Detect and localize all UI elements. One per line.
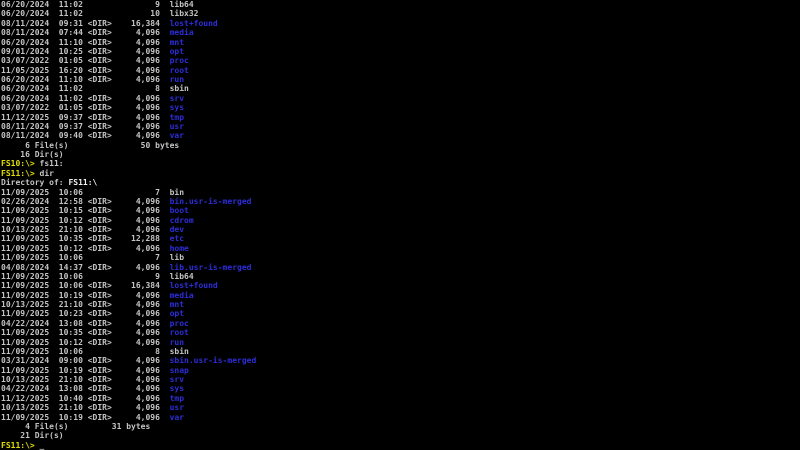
- terminal-line: [1, 159, 256, 168]
- entry-meta: 09/01/2024 10:25 <DIR> 4,096: [1, 46, 170, 56]
- dir-entry-name: media: [169, 290, 194, 300]
- listing-summary: 6 File(s) 50 bytes: [1, 140, 180, 150]
- dir-entry-name: home: [169, 243, 189, 253]
- terminal-line: [1, 281, 256, 290]
- entry-meta: 11/09/2025 10:06 7: [1, 253, 170, 263]
- terminal-line: [1, 394, 256, 403]
- terminal-line: [1, 169, 256, 178]
- entry-meta: 10/13/2025 21:10 <DIR> 4,096: [1, 300, 170, 309]
- shell-command: fs11:: [34, 159, 64, 169]
- dir-entry-name: lost+found: [169, 281, 218, 291]
- entry-meta: 11/09/2025 10:06 8: [1, 346, 170, 356]
- terminal-line: [1, 441, 256, 450]
- terminal-line: [1, 47, 256, 56]
- entry-meta: 08/11/2024 07:44 <DIR> 4,096: [1, 28, 170, 38]
- entry-meta: 10/13/2025 21:10 <DIR> 4,096: [1, 375, 170, 384]
- terminal-line: [1, 178, 256, 187]
- dir-entry-name: opt: [169, 309, 185, 319]
- dir-entry-name: var: [169, 412, 185, 422]
- terminal-line: [1, 347, 256, 356]
- terminal-line: [1, 197, 256, 206]
- dir-entry-name: media: [169, 28, 194, 38]
- terminal-line: [1, 94, 256, 103]
- dir-entry-name: bin.usr-is-merged: [169, 196, 252, 206]
- terminal-line: [1, 28, 256, 37]
- terminal-line: [1, 384, 256, 393]
- dir-entry-name: mnt: [169, 37, 185, 47]
- entry-meta: 03/07/2022 01:05 <DIR> 4,096: [1, 56, 170, 66]
- entry-meta: 11/05/2025 16:20 <DIR> 4,096: [1, 65, 170, 75]
- current-path: FS11:\: [63, 178, 98, 188]
- entry-meta: 06/20/2024 11:02 10: [1, 9, 170, 19]
- terminal-line: [1, 263, 256, 272]
- entry-meta: 11/09/2025 10:12 <DIR> 4,096: [1, 243, 170, 253]
- terminal-line: [1, 375, 256, 384]
- dir-entry-name: lost+found: [169, 18, 218, 28]
- terminal-line: [1, 300, 256, 309]
- terminal-line: [1, 422, 256, 431]
- terminal-line: [1, 66, 256, 75]
- entry-meta: 06/20/2024 11:02 <DIR> 4,096: [1, 93, 170, 103]
- terminal-line: [1, 122, 256, 131]
- terminal-line: [1, 84, 256, 93]
- terminal-line: [1, 0, 256, 9]
- entry-meta: 10/13/2025 21:10 <DIR> 4,096: [1, 225, 170, 234]
- file-entry-name: sbin: [169, 84, 189, 94]
- file-entry-name: bin: [169, 187, 185, 197]
- terminal-line: [1, 356, 256, 365]
- file-entry-name: libx32: [169, 9, 199, 19]
- entry-meta: 08/11/2024 09:40 <DIR> 4,096: [1, 131, 170, 141]
- dir-entry-name: proc: [169, 318, 189, 328]
- dir-entry-name: sys: [169, 103, 185, 113]
- listing-summary: 16 Dir(s): [1, 150, 64, 159]
- terminal-line: [1, 19, 256, 28]
- entry-meta: 03/07/2022 01:05 <DIR> 4,096: [1, 103, 170, 113]
- terminal-line: [1, 431, 256, 440]
- entry-meta: 06/20/2024 11:02 8: [1, 84, 170, 94]
- terminal-line: [1, 272, 256, 281]
- dir-entry-name: usr: [169, 121, 185, 131]
- file-entry-name: lib64: [169, 0, 194, 9]
- terminal-line: [1, 38, 256, 47]
- dir-entry-name: root: [169, 65, 189, 75]
- terminal-line: [1, 328, 256, 337]
- entry-meta: 10/13/2025 21:10 <DIR> 4,096: [1, 403, 170, 413]
- dir-entry-name: run: [169, 337, 185, 347]
- cursor: _: [39, 440, 45, 450]
- entry-meta: 11/09/2025 10:35 <DIR> 12,288: [1, 234, 170, 244]
- entry-meta: 04/22/2024 13:08 <DIR> 4,096: [1, 384, 170, 394]
- dir-entry-name: etc: [169, 234, 185, 244]
- terminal-line: [1, 366, 256, 375]
- terminal-line: [1, 291, 256, 300]
- directory-of-label: Directory of:: [1, 178, 64, 188]
- shell-prompt: FS11:\>: [1, 168, 35, 178]
- entry-meta: 11/09/2025 10:35 <DIR> 4,096: [1, 328, 170, 338]
- listing-summary: 4 File(s) 31 bytes: [1, 421, 151, 431]
- terminal-line: [1, 188, 256, 197]
- entry-meta: 02/26/2024 12:58 <DIR> 4,096: [1, 196, 170, 206]
- terminal-output: [1, 0, 256, 450]
- entry-meta: 11/12/2025 09:37 <DIR> 4,096: [1, 112, 170, 122]
- dir-entry-name: usr: [169, 403, 185, 413]
- terminal-line: [1, 413, 256, 422]
- dir-entry-name: sbin.usr-is-merged: [169, 356, 257, 366]
- entry-meta: 11/09/2025 10:19 <DIR> 4,096: [1, 365, 170, 375]
- dir-entry-name: srv: [169, 93, 185, 103]
- dir-entry-name: var: [169, 131, 185, 141]
- entry-meta: 11/09/2025 10:06 <DIR> 16,384: [1, 281, 170, 291]
- entry-meta: 11/09/2025 10:12 <DIR> 4,096: [1, 337, 170, 347]
- dir-entry-name: dev: [169, 225, 185, 234]
- dir-entry-name: boot: [169, 206, 189, 216]
- terminal-line: [1, 309, 256, 318]
- file-entry-name: lib: [169, 253, 185, 263]
- entry-meta: 11/09/2025 10:23 <DIR> 4,096: [1, 309, 170, 319]
- terminal-line: [1, 225, 256, 234]
- file-entry-name: lib64: [169, 271, 194, 281]
- shell-command: dir: [34, 168, 54, 178]
- dir-entry-name: lib.usr-is-merged: [169, 262, 252, 272]
- terminal-line: [1, 403, 256, 412]
- dir-entry-name: tmp: [169, 112, 185, 122]
- dir-entry-name: cdrom: [169, 215, 194, 225]
- shell-prompt: FS11:\>: [1, 440, 35, 450]
- dir-entry-name: tmp: [169, 393, 185, 403]
- terminal-line: [1, 75, 256, 84]
- terminal-line: [1, 216, 256, 225]
- terminal-line: [1, 103, 256, 112]
- terminal-line: [1, 150, 256, 159]
- dir-entry-name: snap: [169, 365, 189, 375]
- terminal-line: [1, 9, 256, 18]
- entry-meta: 04/08/2024 14:37 <DIR> 4,096: [1, 262, 170, 272]
- terminal-line: [1, 131, 256, 140]
- file-entry-name: sbin: [169, 346, 189, 356]
- terminal-line: [1, 141, 256, 150]
- entry-meta: 04/22/2024 13:08 <DIR> 4,096: [1, 318, 170, 328]
- entry-meta: 11/09/2025 10:19 <DIR> 4,096: [1, 290, 170, 300]
- entry-meta: 11/12/2025 10:40 <DIR> 4,096: [1, 393, 170, 403]
- dir-entry-name: proc: [169, 56, 189, 66]
- entry-meta: 11/09/2025 10:12 <DIR> 4,096: [1, 215, 170, 225]
- entry-meta: 11/09/2025 10:15 <DIR> 4,096: [1, 206, 170, 216]
- entry-meta: 06/20/2024 11:02 9: [1, 0, 170, 9]
- entry-meta: 11/09/2025 10:06 7: [1, 187, 170, 197]
- dir-entry-name: sys: [169, 384, 185, 394]
- entry-meta: 06/20/2024 11:10 <DIR> 4,096: [1, 75, 170, 84]
- dir-entry-name: run: [169, 75, 185, 84]
- shell-prompt: FS10:\>: [1, 159, 35, 169]
- terminal-line: [1, 253, 256, 262]
- listing-summary: 21 Dir(s): [1, 431, 64, 441]
- terminal-line: [1, 56, 256, 65]
- terminal-line: [1, 234, 256, 243]
- entry-meta: 11/09/2025 10:19 <DIR> 4,096: [1, 412, 170, 422]
- dir-entry-name: mnt: [169, 300, 185, 309]
- dir-entry-name: root: [169, 328, 189, 338]
- terminal-line: [1, 244, 256, 253]
- entry-meta: 08/11/2024 09:37 <DIR> 4,096: [1, 121, 170, 131]
- terminal-line: [1, 113, 256, 122]
- terminal-line: [1, 319, 256, 328]
- entry-meta: 08/11/2024 09:31 <DIR> 16,384: [1, 18, 170, 28]
- dir-entry-name: srv: [169, 375, 185, 384]
- terminal-line: [1, 206, 256, 215]
- terminal-line: [1, 338, 256, 347]
- entry-meta: 11/09/2025 10:06 9: [1, 271, 170, 281]
- entry-meta: 06/20/2024 11:10 <DIR> 4,096: [1, 37, 170, 47]
- entry-meta: 03/31/2024 09:00 <DIR> 4,096: [1, 356, 170, 366]
- dir-entry-name: opt: [169, 46, 185, 56]
